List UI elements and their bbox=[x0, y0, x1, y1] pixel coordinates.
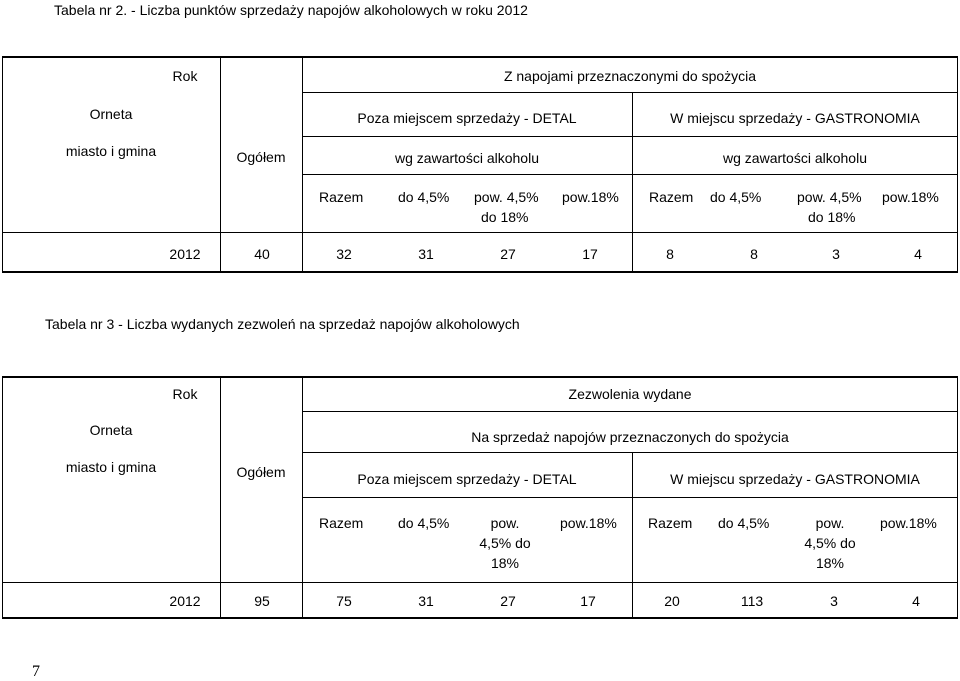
table3-header-miasto: miasto i gmina bbox=[65, 459, 157, 475]
table2-cell: 8 bbox=[666, 246, 674, 262]
table3-col-pow: pow. bbox=[815, 515, 845, 531]
table2-cell: 8 bbox=[750, 246, 758, 262]
table3-border-bottom bbox=[2, 617, 958, 619]
table3-border-left bbox=[2, 376, 3, 619]
table3-cell: 75 bbox=[336, 593, 352, 609]
table3-group-detal: Poza miejscem sprzedaży - DETAL bbox=[357, 471, 577, 487]
table3-group-gastro: W miejscu sprzedaży - GASTRONOMIA bbox=[670, 471, 920, 487]
table2-header-orneta: Orneta bbox=[89, 106, 133, 122]
table2-rule bbox=[2, 232, 958, 233]
table2-rule bbox=[302, 174, 958, 175]
table3-border-top bbox=[2, 376, 958, 378]
table2-cell: 3 bbox=[832, 246, 840, 262]
table3-col-razem: Razem bbox=[319, 515, 364, 531]
table3-col-pow18: pow.18% bbox=[560, 515, 617, 531]
table3-header-orneta: Orneta bbox=[89, 422, 133, 438]
table3-cell: 27 bbox=[500, 593, 516, 609]
table2-header-miasto: miasto i gmina bbox=[65, 143, 157, 159]
table3-col-pow45-do: 4,5% do bbox=[804, 535, 856, 551]
table2-cell: 32 bbox=[336, 246, 352, 262]
table2-col-razem: Razem bbox=[649, 189, 694, 205]
table3-col-18: 18% bbox=[490, 555, 520, 571]
table3-rule bbox=[220, 376, 221, 619]
table2-col-do18: do 18% bbox=[481, 209, 529, 225]
table3-cell: 4 bbox=[912, 593, 920, 609]
table2-cell: 40 bbox=[254, 246, 270, 262]
table3-rule bbox=[302, 497, 958, 498]
table3-cell: 3 bbox=[830, 593, 838, 609]
table3-col-pow: pow. bbox=[490, 515, 520, 531]
table2-group-detal: Poza miejscem sprzedaży - DETAL bbox=[357, 110, 577, 126]
table2-col-pow45: pow. 4,5% bbox=[797, 189, 862, 205]
table3-cell: 95 bbox=[254, 593, 270, 609]
table2-rule bbox=[302, 136, 958, 137]
table2-col-razem: Razem bbox=[319, 189, 364, 205]
table2-col-do45: do 4,5% bbox=[710, 189, 762, 205]
table3-col-pow45-do: 4,5% do bbox=[479, 535, 531, 551]
table3-border-right bbox=[957, 376, 958, 619]
table2-sub-detal: wg zawartości alkoholu bbox=[395, 150, 539, 166]
table3-header-ogolem: Ogółem bbox=[236, 464, 286, 480]
table2-border-top bbox=[2, 56, 958, 58]
table3-col-razem: Razem bbox=[648, 515, 693, 531]
table2-col-do18: do 18% bbox=[808, 209, 856, 225]
table2-col-pow18: pow.18% bbox=[882, 189, 939, 205]
table2-border-bottom bbox=[2, 271, 958, 273]
table3-caption: Tabela nr 3 - Liczba wydanych zezwoleń na sprzedaż napojów alkoholowych bbox=[45, 316, 520, 332]
table3-col-do45: do 4,5% bbox=[398, 515, 450, 531]
table2-cell: 17 bbox=[582, 246, 598, 262]
table3-group-main: Zezwolenia wydane bbox=[568, 386, 692, 402]
table3-rule bbox=[2, 582, 958, 583]
table3-cell: 31 bbox=[418, 593, 434, 609]
table3-cell: 20 bbox=[664, 593, 680, 609]
table2-col-pow45: pow. 4,5% bbox=[474, 189, 539, 205]
table3-col-do45: do 4,5% bbox=[718, 515, 770, 531]
table3-col-18: 18% bbox=[815, 555, 845, 571]
table2-header-ogolem: Ogółem bbox=[236, 149, 286, 165]
table2-cell: 31 bbox=[418, 246, 434, 262]
table3-header-rok: Rok bbox=[172, 386, 198, 402]
table2-border-left bbox=[2, 56, 3, 272]
table2-caption: Tabela nr 2. - Liczba punktów sprzedaży napojów alkoholowych w roku 2012 bbox=[54, 2, 528, 18]
table2-cell: 2012 bbox=[169, 246, 201, 262]
table2-col-pow18: pow.18% bbox=[562, 189, 619, 205]
table3-col-pow18: pow.18% bbox=[880, 515, 937, 531]
table2-sub-gastro: wg zawartości alkoholu bbox=[723, 150, 867, 166]
table2-cell: 4 bbox=[914, 246, 922, 262]
table3-cell: 2012 bbox=[169, 593, 201, 609]
table2-rule bbox=[302, 92, 958, 93]
table2-header-rok: Rok bbox=[172, 68, 198, 84]
table2-group-main: Z napojami przeznaczonymi do spożycia bbox=[503, 68, 757, 84]
table2-col-do45: do 4,5% bbox=[398, 189, 450, 205]
table2-group-gastro: W miejscu sprzedaży - GASTRONOMIA bbox=[670, 110, 920, 126]
table3-rule bbox=[302, 452, 958, 453]
table3-rule bbox=[302, 411, 958, 412]
table3-cell: 113 bbox=[740, 593, 764, 609]
page-number: 7 bbox=[32, 663, 40, 680]
table3-rule bbox=[302, 376, 303, 619]
table3-group-sub: Na sprzedaż napojów przeznaczonych do spożycia bbox=[471, 429, 789, 445]
table2-cell: 27 bbox=[500, 246, 516, 262]
table3-cell: 17 bbox=[580, 593, 596, 609]
